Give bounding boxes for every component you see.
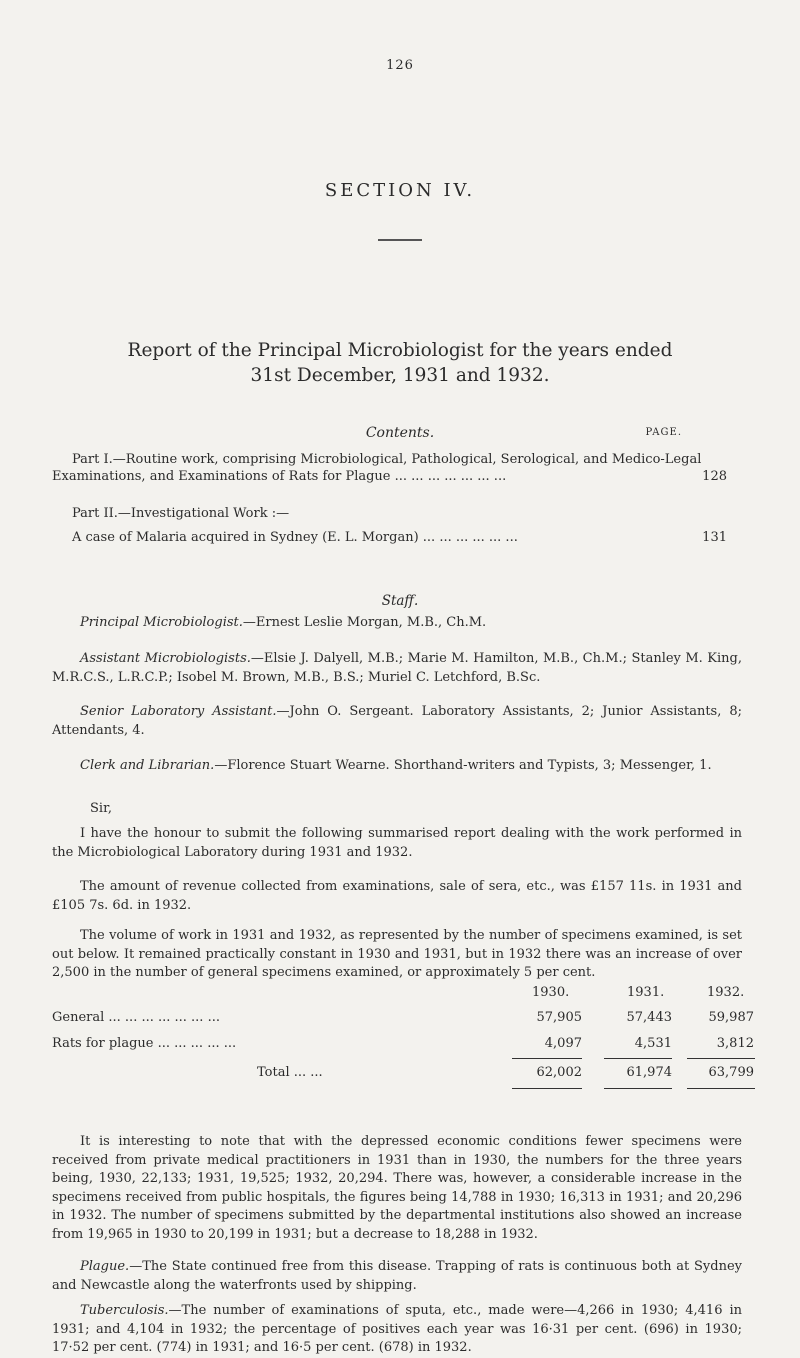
- table-cell: 4,531: [634, 1036, 672, 1051]
- toc-part-2-item-text: A case of Malaria acquired in Sydney (E. L. Morgan) ... ... ... ... ... ...: [72, 530, 518, 545]
- staff-principal-label: Principal Microbiologist.: [80, 615, 243, 630]
- staff-clerk-label: Clerk and Librarian.: [80, 758, 215, 773]
- toc-part-2-page: 131: [702, 530, 727, 545]
- letter-paragraph-1: I have the honour to submit the following summarised report dealing with the work performed in the Microbiological Laboratory during 1931 and 1932.: [52, 826, 742, 860]
- table-total-rule: [512, 1088, 582, 1089]
- letter-paragraph-2: The amount of revenue collected from examinations, sale of sera, etc., was £157 11s. in 1931 and £105 7s. 6d. in 1932.: [52, 879, 742, 913]
- table-cell: 4,097: [544, 1036, 582, 1051]
- staff-senior: [52, 703, 742, 740]
- table-year-1932: 1932.: [707, 985, 745, 1000]
- table-total-label: Total ... ...: [257, 1065, 323, 1080]
- staff-heading: Staff.: [381, 593, 419, 609]
- page-number: 126: [386, 58, 414, 73]
- staff-assistants-value: —Elsie J. Dalyell, M.B.; Marie M. Hamilton, M.B., Ch.M.; Stanley M. King, M.R.C.S., L.R.C.P.; Isobel M. Brown, M.B., B.S.; Muriel C. Letchford, B.Sc.: [52, 651, 742, 685]
- letter-paragraph-3: The volume of work in 1931 and 1932, as represented by the number of specimens examined, is set out below. It remained practically constant in 1930 and 1931, but in 1932 there was an increase of over 2,500 in the number of general specimens examined, or approximately 5 per cent.: [52, 928, 742, 980]
- report-title: [0, 338, 800, 388]
- table-year-1930: 1930.: [532, 985, 570, 1000]
- plague-label: Plague.: [80, 1259, 130, 1274]
- staff-senior-value: —John O. Sergeant. Laboratory Assistants, 2; Junior Assistants, 8; Attendants, 4.: [52, 704, 742, 738]
- toc-part-1-line-2: Examinations, and Examinations of Rats for Plague ... ... ... ... ... ... ...: [52, 469, 507, 484]
- plague-text: —The State continued free from this disease. Trapping of rats is continuous both at Sydney and Newcastle along the waterfronts used by shipping.: [52, 1259, 742, 1293]
- toc-part-2-item: [72, 529, 727, 547]
- table-total-cell: 63,799: [708, 1065, 754, 1080]
- staff-clerk-value: —Florence Stuart Wearne. Shorthand-writers and Typists, 3; Messenger, 1.: [214, 758, 712, 773]
- staff-principal: [52, 614, 742, 633]
- table-sum-rule: [687, 1058, 755, 1059]
- paragraph-plague: [52, 1258, 742, 1295]
- table-sum-rule: [604, 1058, 672, 1059]
- toc-part-2: [72, 505, 727, 523]
- specimens-table: [52, 985, 754, 1115]
- staff-assistants-label: Assistant Microbiologists.: [80, 651, 251, 666]
- staff-senior-label: Senior Laboratory Assistant.: [80, 704, 277, 719]
- table-row-rats-label: Rats for plague ... ... ... ... ...: [52, 1036, 237, 1051]
- report-title-line-2: 31st December, 1931 and 1932.: [250, 365, 550, 386]
- toc-part-1-cont: [52, 468, 727, 486]
- table-row-general-label: General ... ... ... ... ... ... ...: [52, 1010, 220, 1025]
- paragraph-tuberculosis: [52, 1302, 742, 1358]
- toc-part-1-line-1: Part I.—Routine work, comprising Microbiological, Pathological, Serological, and Medico-Legal: [72, 452, 702, 467]
- tuberculosis-text: —The number of examinations of sputa, etc., made were—4,266 in 1930; 4,416 in 1931; and 4,104 in 1932; the percentage of positives each year was 16·31 per cent. (696) in 1930; 17·52 per cent. (774) in 1931; and 16·5 per cent. (678) in 1932.: [52, 1303, 742, 1355]
- decorative-rule: [378, 239, 422, 241]
- toc-part-1: [72, 451, 727, 469]
- report-title-line-1: Report of the Principal Microbiologist for the years ended: [127, 340, 673, 361]
- table-cell: 57,443: [626, 1010, 672, 1025]
- table-total-cell: 62,002: [536, 1065, 582, 1080]
- table-year-1931: 1931.: [627, 985, 665, 1000]
- staff-principal-value: —Ernest Leslie Morgan, M.B., Ch.M.: [242, 615, 487, 630]
- staff-assistants: [52, 650, 742, 687]
- table-cell: 57,905: [536, 1010, 582, 1025]
- table-cell: 59,987: [708, 1010, 754, 1025]
- table-total-rule: [687, 1088, 755, 1089]
- section-heading: SECTION IV.: [324, 180, 476, 201]
- page-column-label: PAGE.: [645, 427, 682, 438]
- table-total-rule: [604, 1088, 672, 1089]
- contents-heading: Contents.: [365, 425, 435, 441]
- table-sum-rule: [512, 1058, 582, 1059]
- toc-part-1-page: 128: [702, 469, 727, 484]
- table-total-cell: 61,974: [626, 1065, 672, 1080]
- tuberculosis-label: Tuberculosis.: [80, 1303, 169, 1318]
- paragraph-specimen-sources: It is interesting to note that with the depressed economic conditions fewer specimens were received from private medical practitioners in 1931 than in 1930, the numbers for the three years being, 1930, 22,133; 1931, 19,525; 1932, 20,294. There was, however, a considerable increase in the specimens received from public hospitals, the figures being 14,788 in 1930; 16,313 in 1931; and 20,296 in 1932. The number of specimens submitted by the departmental institutions also showed an increase from 19,965 in 1930 to 20,199 in 1931; but a decrease to 18,288 in 1932.: [52, 1134, 742, 1242]
- salutation: Sir,: [90, 801, 112, 816]
- toc-part-2-line-1: Part II.—Investigational Work :—: [72, 506, 290, 521]
- staff-clerk: [52, 757, 742, 776]
- table-cell: 3,812: [716, 1036, 754, 1051]
